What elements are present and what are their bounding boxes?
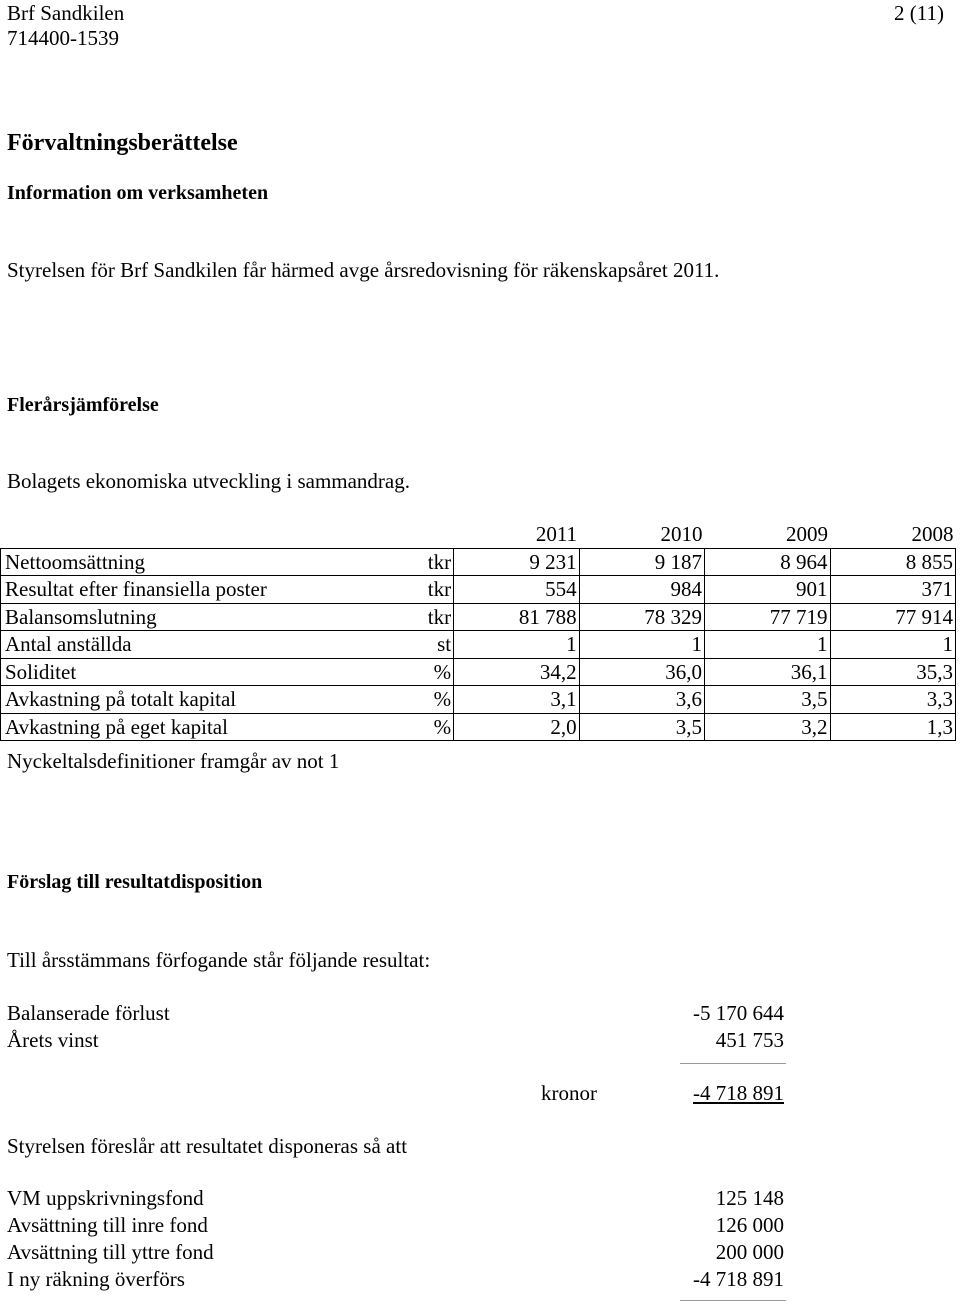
sum-rule xyxy=(680,1063,786,1064)
company-name: Brf Sandkilen xyxy=(7,1,125,25)
row-value: 3,2 xyxy=(705,713,830,741)
year-column-header: 2009 xyxy=(786,522,828,546)
row-unit: tkr xyxy=(398,548,454,576)
multi-year-intro: Bolagets ekonomiska utveckling i sammandrag. xyxy=(7,469,410,493)
row-value: 1 xyxy=(830,631,956,659)
info-heading: Information om verksamheten xyxy=(7,182,269,204)
sum-rule xyxy=(680,1300,786,1301)
row-value: 3,5 xyxy=(579,713,704,741)
row-value: 81 788 xyxy=(454,603,579,631)
org-number: 714400-1539 xyxy=(7,26,119,50)
row-value: 554 xyxy=(454,576,579,604)
row-value: 3,6 xyxy=(579,686,704,714)
row-unit: st xyxy=(398,631,454,659)
row-unit: tkr xyxy=(398,576,454,604)
table-row xyxy=(1,603,956,631)
row-value: 8 964 xyxy=(705,548,830,576)
proposal-amount: -4 718 891 xyxy=(693,1267,784,1291)
row-value: 984 xyxy=(579,576,704,604)
proposal-label: Avsättning till inre fond xyxy=(7,1213,208,1237)
row-value: 77 719 xyxy=(705,603,830,631)
multi-year-heading: Flerårsjämförelse xyxy=(7,394,159,416)
year-column-header: 2010 xyxy=(660,522,703,546)
table-row xyxy=(1,631,956,659)
total-label: kronor xyxy=(541,1081,597,1105)
proposal-label: I ny räkning överförs xyxy=(7,1267,185,1291)
row-value: 1,3 xyxy=(830,713,956,741)
row-value: 78 329 xyxy=(579,603,704,631)
row-value: 9 187 xyxy=(579,548,704,576)
page-number: 2 (11) xyxy=(894,1,944,25)
row-value: 2,0 xyxy=(454,713,579,741)
row-value: 77 914 xyxy=(830,603,956,631)
row-value: 3,3 xyxy=(830,686,956,714)
table-row xyxy=(1,548,956,576)
row-value: 1 xyxy=(454,631,579,659)
proposal-label: VM uppskrivningsfond xyxy=(7,1186,204,1210)
row-value: 36,1 xyxy=(705,658,830,686)
row-label: Avkastning på eget kapital xyxy=(1,713,398,741)
key-figures-table xyxy=(0,521,956,741)
table-row xyxy=(1,713,956,741)
available-amount: 451 753 xyxy=(715,1028,784,1052)
year-column-header: 2008 xyxy=(911,522,954,546)
row-label: Antal anställda xyxy=(1,631,398,659)
proposal-intro: Styrelsen föreslår att resultatet disponeras så att xyxy=(7,1134,408,1158)
row-value: 34,2 xyxy=(454,658,579,686)
row-value: 371 xyxy=(830,576,956,604)
row-value: 8 855 xyxy=(830,548,956,576)
row-value: 9 231 xyxy=(454,548,579,576)
row-label: Balansomslutning xyxy=(1,603,398,631)
row-value: 35,3 xyxy=(830,658,956,686)
row-value: 3,1 xyxy=(454,686,579,714)
row-unit: tkr xyxy=(398,603,454,631)
page-title: Förvaltningsberättelse xyxy=(7,130,238,156)
key-figures-note: Nyckeltalsdefinitioner framgår av not 1 xyxy=(7,749,340,773)
row-label: Resultat efter finansiella poster xyxy=(1,576,398,604)
disposition-heading: Förslag till resultatdisposition xyxy=(7,871,263,893)
table-header-row xyxy=(1,521,956,548)
row-value: 901 xyxy=(705,576,830,604)
proposal-amount: 126 000 xyxy=(715,1213,784,1237)
row-value: 36,0 xyxy=(579,658,704,686)
row-label: Nettoomsättning xyxy=(1,548,398,576)
info-text: Styrelsen för Brf Sandkilen får härmed avge årsredovisning för räkenskapsåret 2011. xyxy=(7,258,720,282)
table-row xyxy=(1,576,956,604)
row-value: 1 xyxy=(579,631,704,659)
row-value: 3,5 xyxy=(705,686,830,714)
row-unit: % xyxy=(398,686,454,714)
available-amount: -5 170 644 xyxy=(693,1001,784,1025)
table-row xyxy=(1,658,956,686)
available-label: Balanserade förlust xyxy=(7,1001,170,1025)
row-label: Avkastning på totalt kapital xyxy=(1,686,398,714)
proposal-amount: 125 148 xyxy=(715,1186,784,1210)
row-label: Soliditet xyxy=(1,658,398,686)
disposition-intro: Till årsstämmans förfogande står följande resultat: xyxy=(7,948,431,972)
available-label: Årets vinst xyxy=(7,1028,99,1052)
proposal-amount: 200 000 xyxy=(715,1240,784,1264)
row-unit: % xyxy=(398,658,454,686)
row-unit: % xyxy=(398,713,454,741)
proposal-label: Avsättning till yttre fond xyxy=(7,1240,214,1264)
year-column-header: 2011 xyxy=(535,522,578,546)
row-value: 1 xyxy=(705,631,830,659)
total-amount: -4 718 891 xyxy=(693,1081,784,1105)
table-row xyxy=(1,686,956,714)
